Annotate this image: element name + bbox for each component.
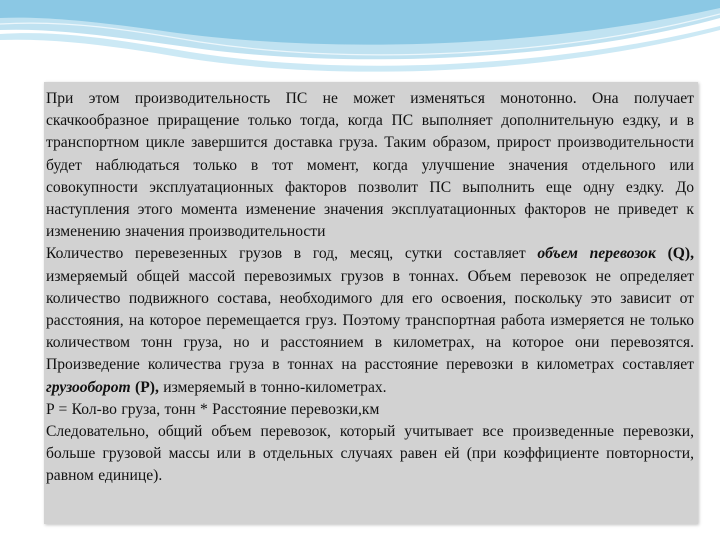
text-segment: Количество перевезенных грузов в год, месяц, сутки составляет <box>46 245 538 263</box>
text-segment: измеряемый общей массой перевозимых грузов в тоннах. Объем перевозок не определяет количество подвижного состава, необходимого для его освоения, поскольку это зависит от расстояния, на которое перемещается груз. Поэтому транспортная работа измеряется не только количеством тонн груза, но и расстоянием в километрах, на которое они перевозятся. Произведение количества груза в тоннах на расстояние перевозки в километрах составляет <box>46 267 694 374</box>
term-volume: объем перевозок <box>537 245 656 263</box>
term-freight-turnover: грузооборот <box>46 378 131 396</box>
paragraph-transport-volume <box>46 243 694 398</box>
text-space <box>656 245 668 262</box>
paragraph-productivity: При этом производительность ПС не может изменяться монотонно. Она получает скачкообразное приращение только тогда, когда ПС выполняет дополнительную ездку, и в транспортном цикле завершится доставка груза. Таким образом, прирост производительности будет наблюдаться только в тот момент, когда улучшение значения отдельного или совокупности эксплуатационных факторов позволит ПС выполнить еще одну ездку. До наступления этого момента изменение значения эксплуатационных факторов не приведет к изменению значения производительности <box>46 90 694 241</box>
text-segment: измеряемый в тонно-километрах. <box>158 378 387 396</box>
formula-line: P = Кол-во груза, тонн * Расстояние перевозки,км <box>46 400 380 418</box>
symbol-p: (P), <box>135 378 159 396</box>
header-swoosh-decoration <box>0 0 720 90</box>
paragraph-conclusion: Следовательно, общий объем перевозок, который учитывает все произведенные перевозки, больше грузовой массы или в отдельных случаях равен ей (при коэффициенте повторности, равном единице). <box>46 423 694 485</box>
content-text-box <box>44 82 698 524</box>
symbol-q: (Q), <box>667 245 694 263</box>
